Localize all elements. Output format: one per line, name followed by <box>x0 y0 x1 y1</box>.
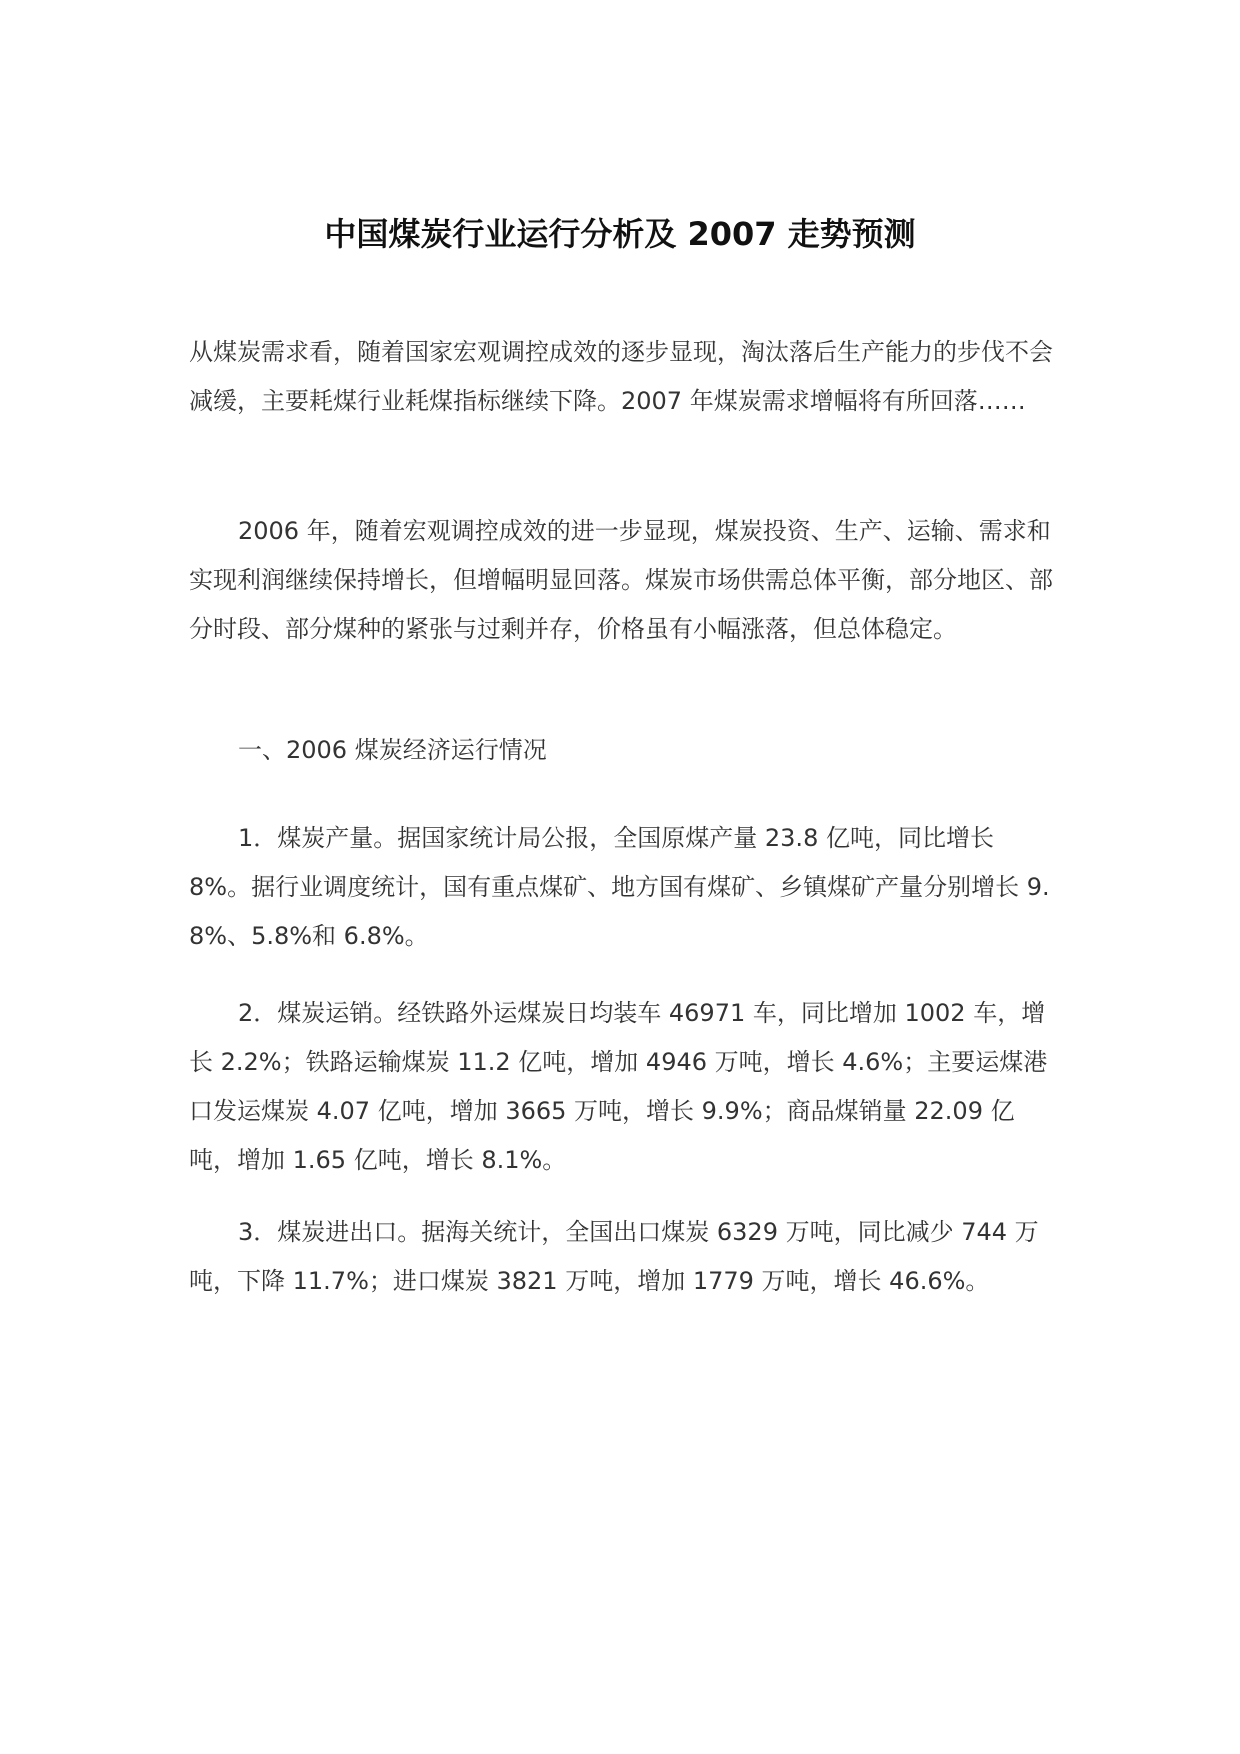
paragraph-intro: 从煤炭需求看，随着国家宏观调控成效的逐步显现，淘汰落后生产能力的步伐不会减缓，主要耗煤行业耗煤指标继续下降。2007 年煤炭需求增幅将有所回落…… <box>189 338 1053 415</box>
paragraph-coal-import-export: 3．煤炭进出口。据海关统计，全国出口煤炭 6329 万吨，同比减少 744 万吨，下降 11.7%；进口煤炭 3821 万吨，增加 1779 万吨，增长 46.6%。 <box>189 1218 1039 1295</box>
document-title: 中国煤炭行业运行分析及 2007 走势预测 <box>324 215 916 253</box>
paragraph-overview-2006: 2006 年，随着宏观调控成效的进一步显现，煤炭投资、生产、运输、需求和实现利润继续保持增长，但增幅明显回落。煤炭市场供需总体平衡，部分地区、部分时段、部分煤种的紧张与过剩并存，价格虽有小幅涨落，但总体稳定。 <box>189 517 1053 643</box>
section-heading-2006: 一、2006 煤炭经济运行情况 <box>238 736 547 764</box>
paragraph-coal-transport-sales: 2．煤炭运销。经铁路外运煤炭日均装车 46971 车，同比增加 1002 车，增长 2.2%；铁路运输煤炭 11.2 亿吨，增加 4946 万吨，增长 4.6%；主要运煤港口发运煤炭 4.07 亿吨，增加 3665 万吨，增长 9.9%；商品煤销量 22.09 亿吨，增加 1.65 亿吨，增长 8.1%。 <box>189 999 1048 1174</box>
paragraph-coal-output: 1．煤炭产量。据国家统计局公报，全国原煤产量 23.8 亿吨，同比增长 8%。据行业调度统计，国有重点煤矿、地方国有煤矿、乡镇煤矿产量分别增长 9.8%、5.8%和 6.8%。 <box>189 824 1050 950</box>
